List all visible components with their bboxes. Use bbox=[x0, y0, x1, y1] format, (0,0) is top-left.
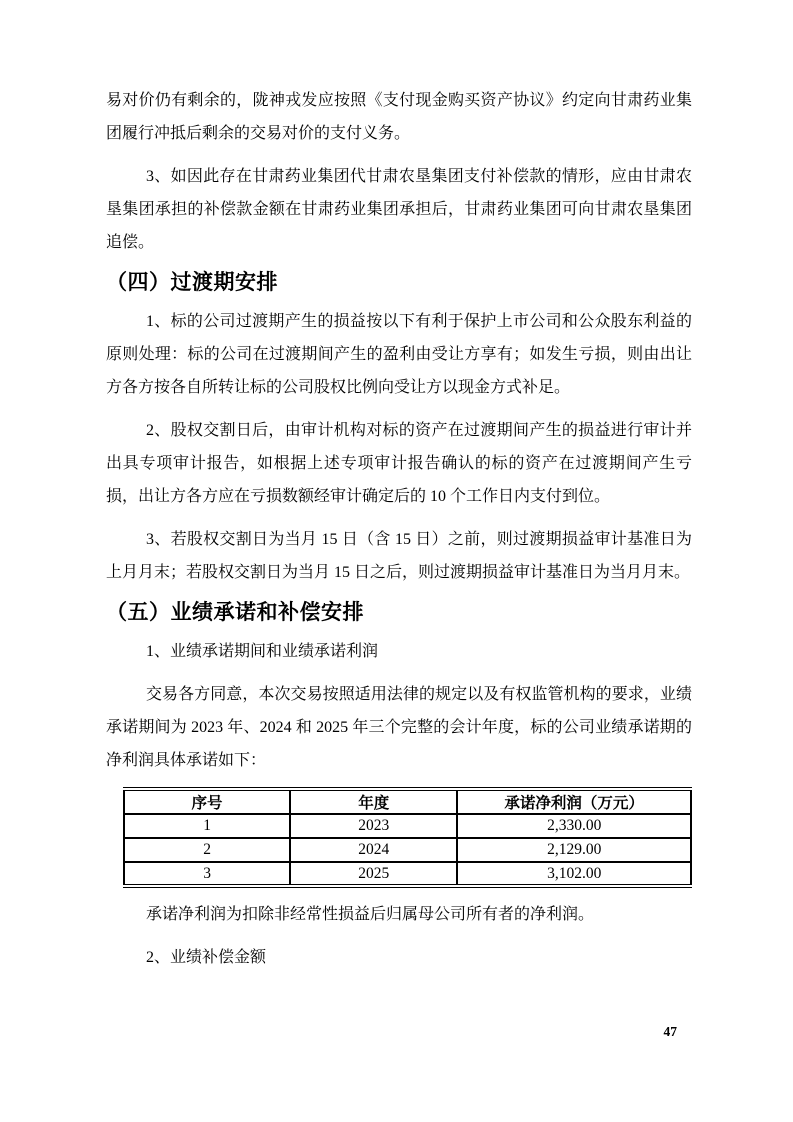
cell-seq-1: 1 bbox=[124, 814, 290, 838]
paragraph-item-3: 3、如因此存在甘肃药业集团代甘肃农垦集团支付补偿款的情形，应由甘肃农垦集团承担的补偿款金额在甘肃药业集团承担后，甘肃药业集团可向甘肃农垦集团追偿。 bbox=[106, 168, 692, 251]
subitem-commitment-period: 1、业绩承诺期间和业绩承诺利润 bbox=[146, 643, 379, 660]
cell-year-2025: 2025 bbox=[290, 862, 457, 886]
paragraph-commitment-intro: 交易各方同意，本次交易按照适用法律的规定以及有权监管机构的要求，业绩承诺期间为 2023 年、2024 和 2025 年三个完整的会计年度，标的公司业绩承诺期的净利润具体承诺如下： bbox=[106, 686, 692, 769]
cell-profit-2023: 2,330.00 bbox=[457, 814, 691, 838]
table-row bbox=[124, 814, 691, 838]
section-heading-performance-commitment: （五）业绩承诺和补偿安排 bbox=[106, 601, 364, 624]
transition-item-1: 1、标的公司过渡期产生的损益按以下有利于保护上市公司和公众股东利益的原则处理：标的公司在过渡期间产生的盈利由受让方享有；如发生亏损，则由出让方各方按各自所转让标的公司股权比例向受让方以现金方式补足。 bbox=[106, 313, 692, 396]
commitment-profit-table bbox=[123, 787, 692, 888]
cell-year-2023: 2023 bbox=[290, 814, 457, 838]
section-heading-transition-period: （四）过渡期安排 bbox=[106, 271, 278, 294]
cell-year-2024: 2024 bbox=[290, 838, 457, 862]
table-row bbox=[124, 862, 691, 886]
cell-profit-2024: 2,129.00 bbox=[457, 838, 691, 862]
subitem-compensation-amount: 2、业绩补偿金额 bbox=[146, 949, 267, 966]
table-header-profit: 承诺净利润（万元） bbox=[457, 789, 691, 814]
transition-item-2: 2、股权交割日后，由审计机构对标的资产在过渡期间产生的损益进行审计并出具专项审计报告，如根据上述专项审计报告确认的标的资产在过渡期间产生亏损，出让方各方应在亏损数额经审计确定后的 10 个工作日内支付到位。 bbox=[106, 422, 692, 505]
cell-seq-2: 2 bbox=[124, 838, 290, 862]
cell-profit-2025: 3,102.00 bbox=[457, 862, 691, 886]
note-paragraph: 承诺净利润为扣除非经常性损益后归属母公司所有者的净利润。 bbox=[146, 906, 595, 923]
table-header-seq: 序号 bbox=[124, 789, 290, 814]
transition-item-3: 3、若股权交割日为当月 15 日（含 15 日）之前，则过渡期损益审计基准日为上月月末；若股权交割日为当月 15 日之后，则过渡期损益审计基准日为当月月末。 bbox=[106, 531, 692, 581]
cell-seq-3: 3 bbox=[124, 862, 290, 886]
table-header-row bbox=[124, 789, 691, 814]
paragraph-continuation: 易对价仍有剩余的，陇神戎发应按照《支付现金购买资产协议》约定向甘肃药业集团履行冲抵后剩余的交易对价的支付义务。 bbox=[106, 92, 692, 142]
page-number: 47 bbox=[663, 1024, 677, 1039]
table-header-year: 年度 bbox=[290, 789, 457, 814]
table-row bbox=[124, 838, 691, 862]
